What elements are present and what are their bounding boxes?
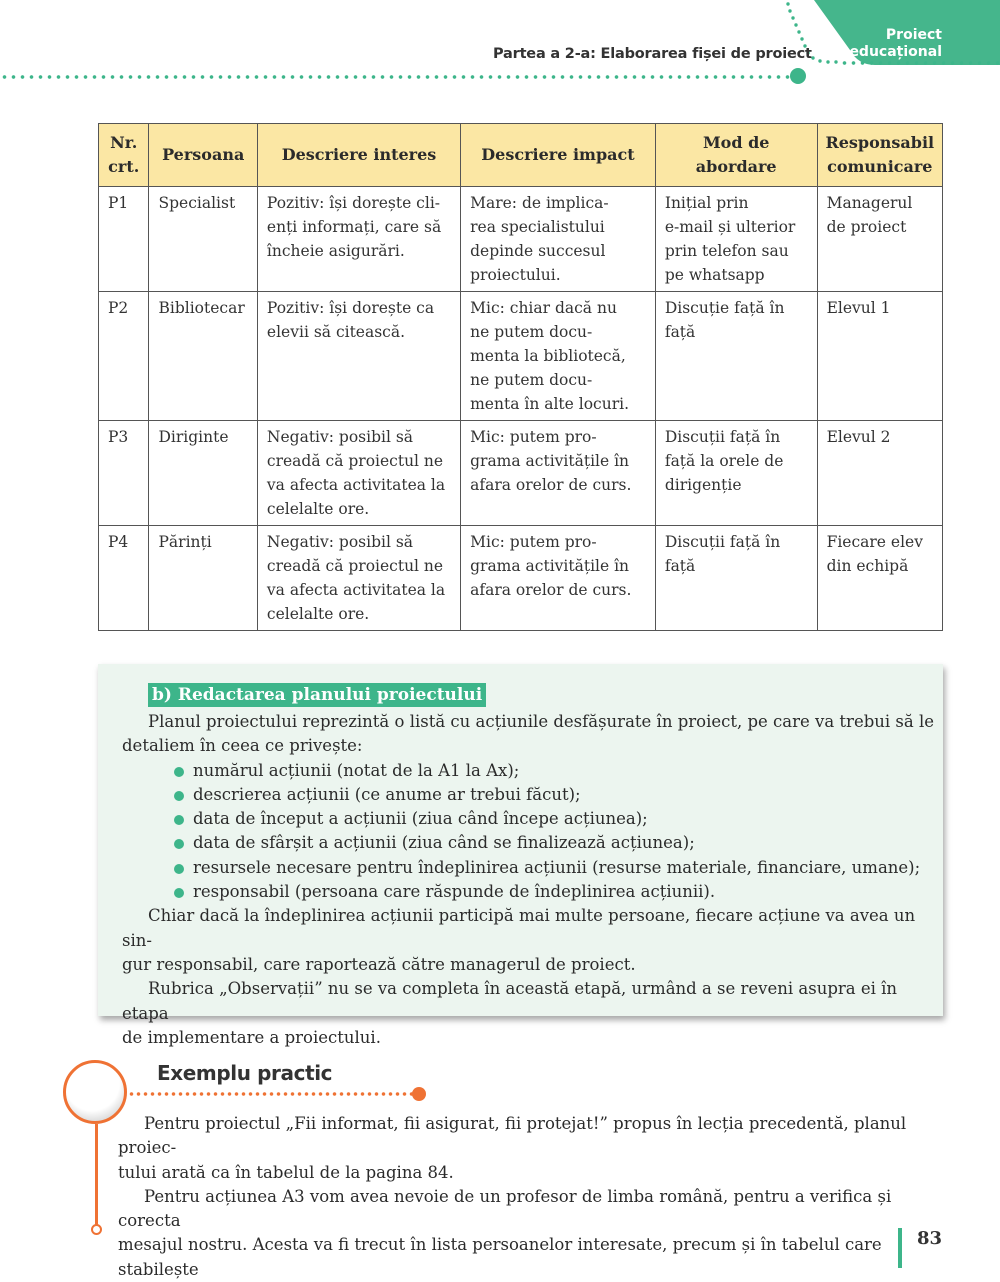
cell-text-line: Discuție față în bbox=[664, 299, 785, 317]
bullet-text: descrierea acțiunii (ce anume ar trebui făcut); bbox=[193, 784, 581, 804]
cell-text-line: Mare: de implica- bbox=[470, 194, 609, 212]
cell-text-line: va afecta activitatea la bbox=[266, 581, 446, 599]
cell-text-line: Elevul 2 bbox=[826, 428, 891, 446]
header-nr-crt bbox=[99, 124, 149, 187]
header-text-line: crt. bbox=[108, 157, 140, 176]
list-item bbox=[122, 783, 942, 807]
table-row bbox=[99, 421, 943, 526]
header-text-line: abordare bbox=[695, 157, 777, 176]
badge-line-2: educațional bbox=[849, 44, 942, 60]
list-item bbox=[122, 880, 942, 904]
plan-intro bbox=[122, 710, 942, 759]
cell-text-line: din echipă bbox=[826, 557, 909, 575]
header-text-line: Nr. bbox=[110, 133, 138, 152]
cell-text-line: afara orelor de curs. bbox=[470, 581, 632, 599]
header-text-line: Descriere interes bbox=[281, 145, 437, 164]
cell-text-line: Discuții față în bbox=[664, 533, 781, 551]
header-text-line: Responsabil bbox=[825, 133, 935, 152]
cell-text-line: creadă că proiectul ne bbox=[266, 452, 444, 470]
cell-text-line: de proiect bbox=[826, 218, 907, 236]
list-item bbox=[122, 807, 942, 831]
example-dotted-rule bbox=[128, 1091, 414, 1097]
example-p2-line-2: mesajul nostru. Acesta va fi trecut în lista persoanelor interesate, precum și în tabelul care stabilește bbox=[118, 1235, 882, 1279]
cell-text-line: Discuții față în bbox=[664, 428, 781, 446]
cell-text-line: enți informați, care să bbox=[266, 218, 442, 236]
cell-text-line: menta la bibliotecă, bbox=[470, 347, 626, 365]
bullet-dot-icon bbox=[174, 864, 184, 874]
header-dotted-rule bbox=[0, 74, 790, 80]
cell-text-line: celelalte ore. bbox=[266, 500, 370, 518]
plan-para2-line-2: gur responsabil, care raportează către managerul de proiect. bbox=[122, 954, 636, 974]
cell-text-line: prin telefon sau bbox=[664, 242, 789, 260]
plan-info-box bbox=[98, 664, 943, 1047]
stakeholder-table bbox=[98, 123, 943, 631]
cell-text-line: grama activitățile în bbox=[470, 557, 630, 575]
cell-abordare bbox=[655, 187, 817, 292]
cell-persoana: Părinți bbox=[149, 526, 257, 631]
cell-nr: P4 bbox=[99, 526, 149, 631]
bullet-dot-icon bbox=[174, 839, 184, 849]
cell-abordare bbox=[655, 526, 817, 631]
cell-text-line: ne putem docu- bbox=[470, 323, 593, 341]
cell-text-line: e-mail și ulterior bbox=[664, 218, 796, 236]
cell-text-line: Mic: putem pro- bbox=[470, 533, 597, 551]
plan-intro-line-2: detaliem în ceea ce privește: bbox=[122, 736, 363, 756]
cell-interes bbox=[257, 292, 460, 421]
bullet-text: numărul acțiunii (notat de la A1 la Ax); bbox=[193, 760, 520, 780]
page-number: 83 bbox=[917, 1228, 943, 1249]
cell-text-line: Inițial prin bbox=[664, 194, 749, 212]
cell-text-line: încheie asigurări. bbox=[266, 242, 405, 260]
cell-text-line: pe whatsapp bbox=[664, 266, 765, 284]
example-body bbox=[118, 1112, 948, 1282]
cell-text-line: Negativ: posibil să bbox=[266, 428, 414, 446]
bullet-dot-icon bbox=[174, 888, 184, 898]
cell-abordare bbox=[655, 292, 817, 421]
cell-text-line: față bbox=[664, 323, 696, 341]
plan-para3-line-2: de implementare a proiectului. bbox=[122, 1027, 381, 1047]
cell-impact bbox=[461, 526, 656, 631]
cell-text-line: va afecta activitatea la bbox=[266, 476, 446, 494]
cell-nr: P1 bbox=[99, 187, 149, 292]
cell-text-line: depinde succesul bbox=[470, 242, 606, 260]
cell-text-line: Negativ: posibil să bbox=[266, 533, 414, 551]
plan-bullet-list bbox=[122, 759, 942, 905]
cell-responsabil bbox=[817, 526, 942, 631]
cell-text-line: menta în alte locuri. bbox=[470, 395, 629, 413]
table-row bbox=[99, 187, 943, 292]
bullet-dot-icon bbox=[174, 815, 184, 825]
header-text-line: comunicare bbox=[827, 157, 933, 176]
example-title: Exemplu practic bbox=[157, 1061, 333, 1085]
plan-paragraph-responsabil bbox=[122, 904, 942, 977]
header-mod-abordare bbox=[655, 124, 817, 187]
example-paragraph-1 bbox=[118, 1112, 948, 1185]
bullet-dot-icon bbox=[174, 767, 184, 777]
example-stem-end-icon bbox=[91, 1224, 102, 1235]
list-item bbox=[122, 831, 942, 855]
cell-text-line: Managerul bbox=[826, 194, 913, 212]
cell-responsabil bbox=[817, 292, 942, 421]
header-text-line: Descriere impact bbox=[481, 145, 635, 164]
cell-impact bbox=[461, 292, 656, 421]
plan-intro-line-1: Planul proiectului reprezintă o listă cu acțiunile desfășurate în proiect, pe care va trebui să le bbox=[148, 712, 935, 731]
header-text-line: Persoana bbox=[162, 145, 245, 164]
cell-text-line: rea specialistului bbox=[470, 218, 605, 236]
bullet-text: data de început a acțiunii (ziua când începe acțiunea); bbox=[193, 809, 648, 829]
bullet-text: data de sfârșit a acțiunii (ziua când se finalizează acțiunea); bbox=[193, 833, 695, 853]
section-title: Partea a 2-a: Elaborarea fișei de proiect bbox=[493, 46, 812, 62]
cell-text-line: celelalte ore. bbox=[266, 605, 370, 623]
bullet-text: resursele necesare pentru îndeplinirea acțiunii (resurse materiale, financiare, umane); bbox=[193, 857, 921, 877]
cell-text-line: ne putem docu- bbox=[470, 371, 593, 389]
cell-text-line: Pozitiv: își dorește ca bbox=[266, 299, 435, 317]
plan-body bbox=[122, 710, 942, 1050]
cell-persoana: Bibliotecar bbox=[149, 292, 257, 421]
header-persoana bbox=[149, 124, 257, 187]
header-rule-endpoint bbox=[790, 68, 806, 84]
cell-text-line: Mic: chiar dacă nu bbox=[470, 299, 617, 317]
header-responsabil-comunicare bbox=[817, 124, 942, 187]
plan-para3-line-1: Rubrica „Observații” nu se va completa în această etapă, urmând a se reveni asupra ei în etapa bbox=[122, 979, 898, 1023]
example-p1-line-1: Pentru proiectul „Fii informat, fii asigurat, fii protejat!” propus în lecția precedentă, planul proiec- bbox=[118, 1114, 907, 1158]
cell-text-line: afara orelor de curs. bbox=[470, 476, 632, 494]
cell-interes bbox=[257, 421, 460, 526]
bullet-text: responsabil (persoana care răspunde de îndeplinirea acțiunii). bbox=[193, 882, 716, 902]
example-paragraph-2 bbox=[118, 1185, 948, 1282]
table-row bbox=[99, 526, 943, 631]
header-descriere-interes bbox=[257, 124, 460, 187]
cell-text-line: Fiecare elev bbox=[826, 533, 923, 551]
cell-text-line: Elevul 1 bbox=[826, 299, 891, 317]
example-p1-line-2: tului arată ca în tabelul de la pagina 84. bbox=[118, 1162, 454, 1182]
plan-heading: b) Redactarea planului proiectului bbox=[148, 683, 486, 707]
cell-abordare bbox=[655, 421, 817, 526]
cell-interes bbox=[257, 526, 460, 631]
cell-responsabil bbox=[817, 187, 942, 292]
table-header-row bbox=[99, 124, 943, 187]
section-badge bbox=[849, 27, 942, 61]
cell-text-line: față la orele de bbox=[664, 452, 784, 470]
cell-impact bbox=[461, 421, 656, 526]
cell-impact bbox=[461, 187, 656, 292]
page-number-bar bbox=[898, 1228, 902, 1268]
cell-interes bbox=[257, 187, 460, 292]
cell-text-line: dirigenție bbox=[664, 476, 742, 494]
table-row bbox=[99, 292, 943, 421]
cell-text-line: elevii să citească. bbox=[266, 323, 406, 341]
cell-text-line: față bbox=[664, 557, 696, 575]
cell-text-line: proiectului. bbox=[470, 266, 561, 284]
badge-line-1: Proiect bbox=[885, 27, 942, 43]
cell-responsabil bbox=[817, 421, 942, 526]
cell-persoana: Diriginte bbox=[149, 421, 257, 526]
bullet-dot-icon bbox=[174, 791, 184, 801]
cell-persoana: Specialist bbox=[149, 187, 257, 292]
plan-para2-line-1: Chiar dacă la îndeplinirea acțiunii participă mai multe persoane, fiecare acțiune va avea un sin- bbox=[122, 906, 916, 950]
example-p2-line-1: Pentru acțiunea A3 vom avea nevoie de un profesor de limba română, pentru a verifica și corecta bbox=[118, 1186, 892, 1231]
header-text-line: Mod de bbox=[702, 133, 770, 152]
cell-text-line: creadă că proiectul ne bbox=[266, 557, 444, 575]
header-descriere-impact bbox=[461, 124, 656, 187]
example-stem-line bbox=[95, 1124, 98, 1226]
plan-paragraph-observatii bbox=[122, 977, 942, 1050]
cell-text-line: Mic: putem pro- bbox=[470, 428, 597, 446]
cell-text-line: Pozitiv: își dorește cli- bbox=[266, 194, 441, 212]
cell-nr: P2 bbox=[99, 292, 149, 421]
header-dotted-rule-right bbox=[840, 60, 1000, 66]
list-item bbox=[122, 759, 942, 783]
list-item bbox=[122, 856, 942, 880]
example-rule-endpoint bbox=[412, 1087, 426, 1101]
cell-nr: P3 bbox=[99, 421, 149, 526]
cell-text-line: grama activitățile în bbox=[470, 452, 630, 470]
